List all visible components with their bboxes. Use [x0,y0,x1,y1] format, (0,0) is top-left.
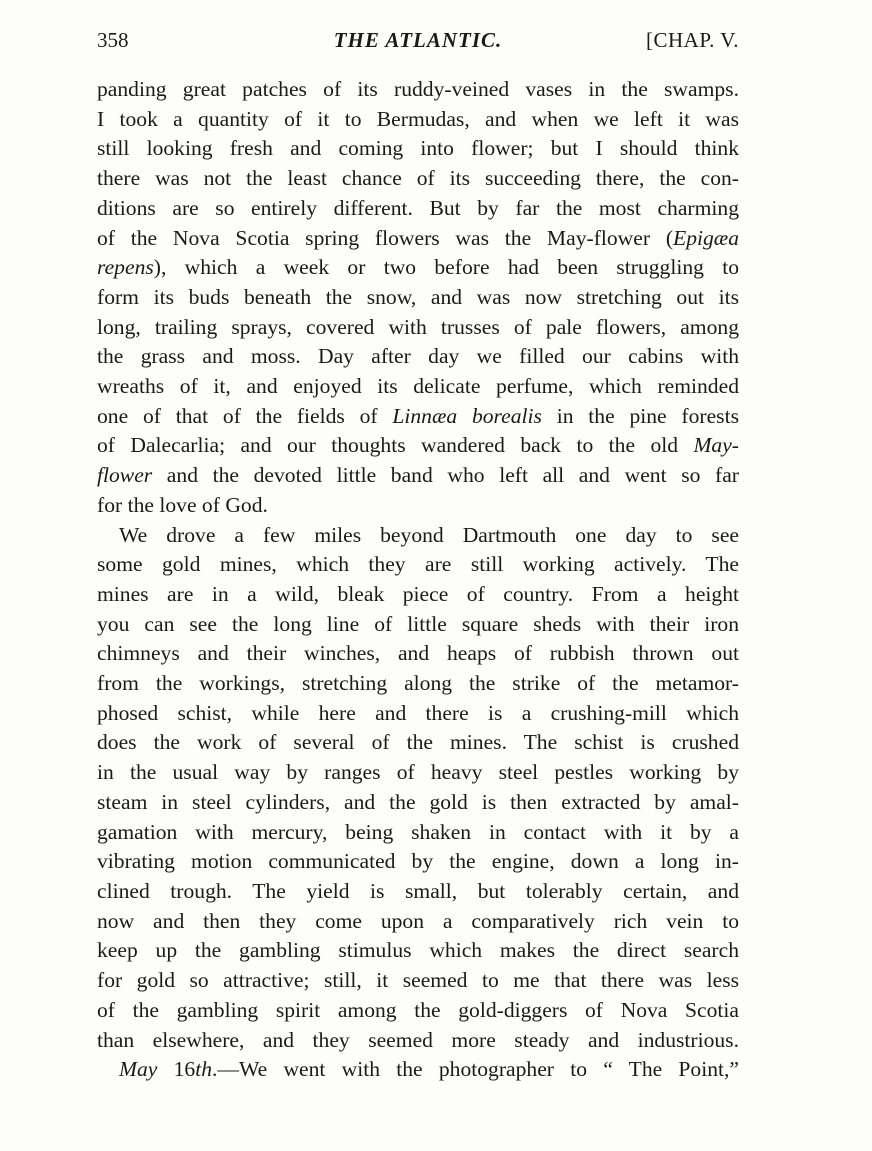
italic-term: May- [693,433,739,458]
text-line: of the gambling spirit among the gold-diggers of Nova Scotia [97,997,739,1022]
text-line: of the Nova Scotia spring flowers was the May-flower (Epigæa [97,225,739,250]
text-line: some gold mines, which they are still working actively. The [97,552,739,577]
text-line: for the love of God. [97,492,268,517]
text-line: long, trailing sprays, covered with trusses of pale flowers, among [97,314,739,339]
text-line: in the usual way by ranges of heavy steel pestles working by [97,760,739,785]
page-number: 358 [97,28,129,52]
text-line: mines are in a wild, bleak piece of country. From a height [97,581,739,606]
running-head [97,28,739,58]
italic-term: flower [97,463,153,488]
paragraph [97,75,739,521]
text-line: wreaths of it, and enjoyed its delicate perfume, which reminded [97,374,739,399]
text-line: than elsewhere, and they seemed more steady and industrious. [97,1027,739,1052]
text-line: for gold so attractive; still, it seemed to me that there was less [97,968,739,993]
text-line: keep up the gambling stimulus which makes the direct search [97,938,739,963]
text-line: ditions are so entirely different. But by far the most charming [97,195,739,220]
text-line: still looking fresh and coming into flower; but I should think [97,136,739,161]
text-line: clined trough. The yield is small, but tolerably certain, and [97,878,739,903]
text-line: steam in steel cylinders, and the gold is then extracted by amal- [97,789,739,814]
text-line: chimneys and their winches, and heaps of rubbish thrown out [97,641,739,666]
italic-term: Epigæa [673,225,739,250]
text-line: May 16th.—We went with the photographer to “ The Point,” [119,1057,740,1082]
italic-term: repens [97,255,154,280]
text-line: does the work of several of the mines. The schist is crushed [97,730,739,755]
italic-term: th [195,1057,212,1082]
text-line: repens), which a week or two before had been struggling to [97,255,739,280]
text-line: gamation with mercury, being shaken in contact with it by a [97,819,739,844]
italic-term: Linnæa borealis [392,403,542,428]
italic-term: May [119,1057,158,1082]
text-line: form its buds beneath the snow, and was now stretching out its [97,284,739,309]
text-line: from the workings, stretching along the strike of the metamor- [97,671,739,696]
text-line: I took a quantity of it to Bermudas, and when we left it was [97,106,739,131]
text-line: flower and the devoted little band who left all and went so far [97,463,739,488]
text-line: panding great patches of its ruddy-veined vases in the swamps. [97,77,739,101]
text-line: vibrating motion communicated by the engine, down a long in- [97,849,739,874]
text-line: now and then they come upon a comparatively rich vein to [97,908,739,933]
body-text [97,75,739,1085]
chapter-reference: [CHAP. V. [645,28,739,52]
text-line: of Dalecarlia; and our thoughts wandered back to the old May- [97,433,739,458]
text-line: We drove a few miles beyond Dartmouth one day to see [119,522,739,547]
paragraph [97,1055,739,1085]
text-line: the grass and moss. Day after day we filled our cabins with [97,344,739,369]
text-line: there was not the least chance of its succeeding there, the con- [97,166,739,191]
paragraph [97,521,739,1056]
text-line: you can see the long line of little square sheds with their iron [97,611,739,636]
text-line: phosed schist, while here and there is a crushing-mill which [97,700,739,725]
text-line: one of that of the fields of Linnæa borealis in the pine forests [97,403,739,428]
running-title: THE ATLANTIC. [333,28,503,52]
